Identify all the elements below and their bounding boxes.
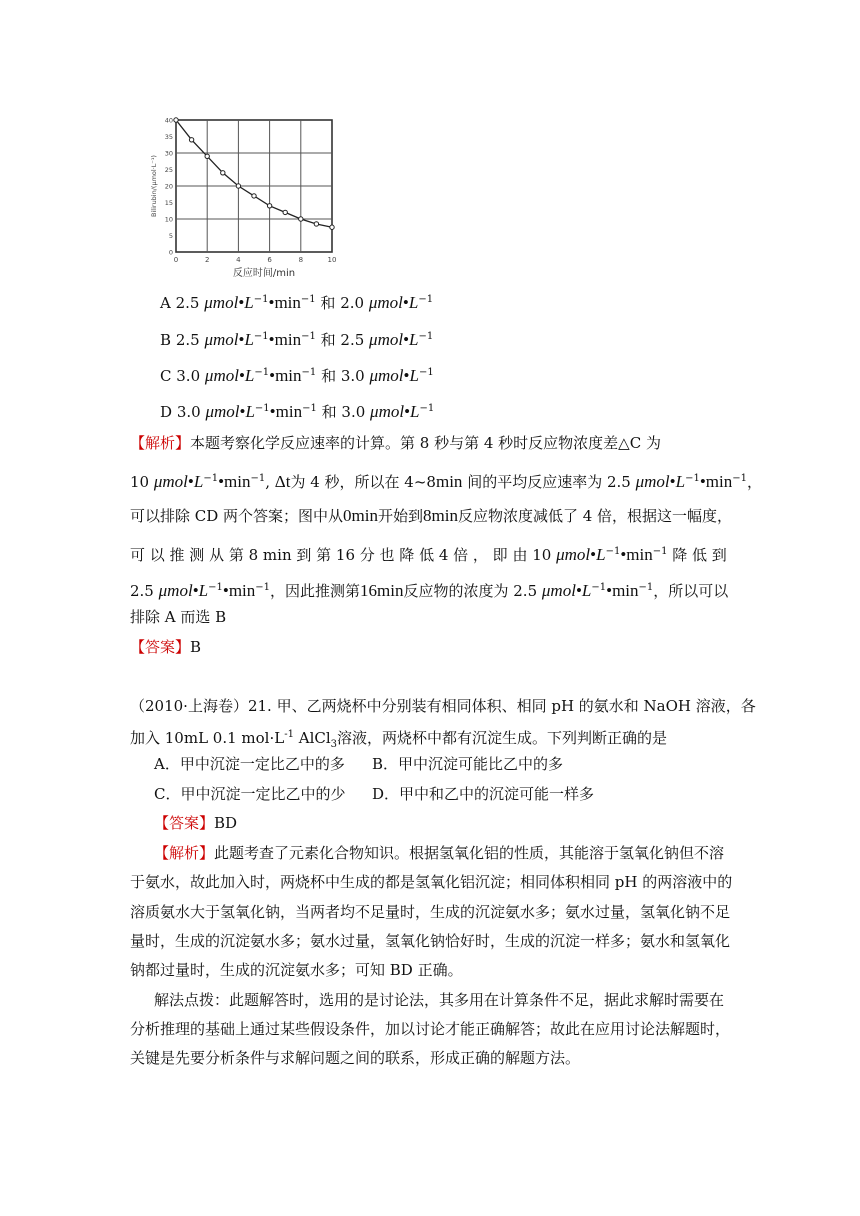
data-point bbox=[189, 138, 193, 142]
analysis-label: 【解析】 bbox=[130, 434, 191, 452]
x-tick-label: 2 bbox=[204, 256, 210, 264]
data-point bbox=[299, 217, 303, 221]
x-tick-label: 10 bbox=[327, 256, 337, 264]
q2-tip-line-2: 分析推理的基础上通过某些假设条件，加以讨论才能正确解答；故此在应用讨论法解题时， bbox=[130, 1020, 731, 1038]
x-axis-label: 反应时间/min bbox=[232, 268, 296, 279]
y-tick-label: 30 bbox=[164, 149, 173, 158]
data-point bbox=[283, 210, 287, 214]
answer-label: 【答案】 bbox=[130, 638, 191, 656]
q1-analysis-line-2: 10 $\mu mol•L^{-1}•\min^{-1}$, Δt为 4 秒，所以在 4~8min 间的平均反应速率为 2.5 $\mu mol•L^{-1}•\min^{-1}$， bbox=[130, 472, 762, 491]
q2-analysis-line-3: 溶质氨水大于氢氧化钠，当两者均不足量时，生成的沉淀氨水多；氨水过量，氢氧化钠不足 bbox=[130, 903, 731, 921]
data-point bbox=[236, 184, 240, 188]
x-tick-label: 4 bbox=[236, 256, 241, 264]
data-point bbox=[205, 154, 209, 158]
option-d: D 3.0 $\mu mol•L^{-1}•\min^{-1}$ 和 3.0 $\mu mol•L^{-1}$ bbox=[160, 402, 435, 421]
q2-analysis-line-1: 【解析】此题考查了元素化合物知识。根据氢氧化铝的性质，其能溶于氢氧化钠但不溶 bbox=[154, 844, 725, 862]
q2-tip-line-3: 关键是先要分析条件与求解问题之间的联系，形成正确的解题方法。 bbox=[130, 1049, 581, 1067]
q1-answer: 【答案】B bbox=[130, 638, 202, 656]
y-axis-label: Bilirubin/(μmol·L⁻¹) bbox=[150, 155, 158, 217]
x-tick-label: 6 bbox=[267, 256, 272, 264]
y-tick-label: 5 bbox=[168, 232, 173, 240]
x-tick-label: 0 bbox=[173, 256, 179, 264]
q1-analysis-line-3: 可以排除 CD 两个答案；图中从0min开始到8min反应物浓度减低了 4 倍，根据这一幅度， bbox=[130, 506, 733, 525]
q2-option-d: D．甲中和乙中的沉淀可能一样多 bbox=[372, 785, 595, 803]
option-c: C 3.0 $\mu mol•L^{-1}•\min^{-1}$ 和 3.0 $\mu mol•L^{-1}$ bbox=[160, 366, 434, 385]
data-point bbox=[314, 222, 318, 226]
q2-tip-line-1: 解法点拨：此题解答时，选用的是讨论法，其多用在计算条件不足，据此求解时需要在 bbox=[154, 991, 725, 1009]
q2-option-c: C．甲中沉淀一定比乙中的少 bbox=[154, 785, 346, 803]
data-point bbox=[252, 194, 256, 198]
data-point bbox=[267, 204, 271, 208]
y-tick-label: 40 bbox=[164, 116, 173, 125]
chart-svg bbox=[148, 110, 348, 280]
q2-option-b: B．甲中沉淀可能比乙中的多 bbox=[372, 755, 564, 773]
q2-analysis-line-2: 于氨水，故此加入时，两烧杯中生成的都是氢氧化铝沉淀；相同体积相同 pH 的两溶液中的 bbox=[130, 873, 733, 891]
q1-analysis-line-6: 排除 A 而选 B bbox=[130, 608, 227, 626]
x-tick-label: 8 bbox=[298, 256, 304, 264]
concentration-chart bbox=[148, 110, 348, 280]
option-a: A 2.5 $\mu mol•L^{-1}•\min^{-1}$ 和 2.0 $\mu mol•L^{-1}$ bbox=[160, 293, 434, 312]
y-tick-label: 10 bbox=[164, 215, 173, 224]
data-point bbox=[221, 171, 225, 175]
q2-answer: 【答案】BD bbox=[154, 814, 238, 832]
data-point bbox=[174, 118, 178, 122]
q1-analysis-line-1: 【解析】本题考察化学反应速率的计算。第 8 秒与第 4 秒时反应物浓度差△C 为 bbox=[130, 434, 661, 452]
q1-analysis-line-4: 可 以 推 测 从 第 8 min 到 第 16 分 也 降 低 4 倍 ， 即 由 10 $\mu mol•L^{-1}•\min^{-1}$ 降 低 到 bbox=[130, 545, 727, 564]
y-tick-label: 0 bbox=[168, 248, 173, 257]
q2-analysis-line-5: 钠都过量时，生成的沉淀氨水多；可知 BD 正确。 bbox=[130, 961, 463, 979]
option-b: B 2.5 $\mu mol•L^{-1}•\min^{-1}$ 和 2.5 $\mu mol•L^{-1}$ bbox=[160, 330, 434, 349]
y-tick-label: 15 bbox=[164, 199, 173, 207]
q1-analysis-line-5: 2.5 $\mu mol•L^{-1}•\min^{-1}$，因此推测第16min反应物的浓度为 2.5 $\mu mol•L^{-1}•\min^{-1}$，所以可以 bbox=[130, 581, 729, 600]
q2-stem-line-2: 加入 10mL 0.1 $mol\cdot L^{-1}$ AlCl$_3$溶液，两烧杯中都有沉淀生成。下列判断正确的是 bbox=[130, 729, 668, 750]
data-point bbox=[330, 225, 334, 229]
q2-option-a: A．甲中沉淀一定比乙中的多 bbox=[154, 755, 345, 773]
y-tick-label: 35 bbox=[164, 133, 173, 141]
y-tick-label: 20 bbox=[164, 182, 173, 191]
answer-label: 【答案】 bbox=[154, 814, 215, 832]
q2-stem-line-1: （2010·上海卷）21. 甲、乙两烧杯中分别装有相同体积、相同 pH 的氨水和 NaOH 溶液，各 bbox=[130, 697, 756, 715]
analysis-label: 【解析】 bbox=[154, 844, 215, 862]
q2-analysis-line-4: 量时，生成的沉淀氨水多；氨水过量，氢氧化钠恰好时，生成的沉淀一样多；氨水和氢氧化 bbox=[130, 932, 731, 950]
y-tick-label: 25 bbox=[164, 166, 173, 174]
